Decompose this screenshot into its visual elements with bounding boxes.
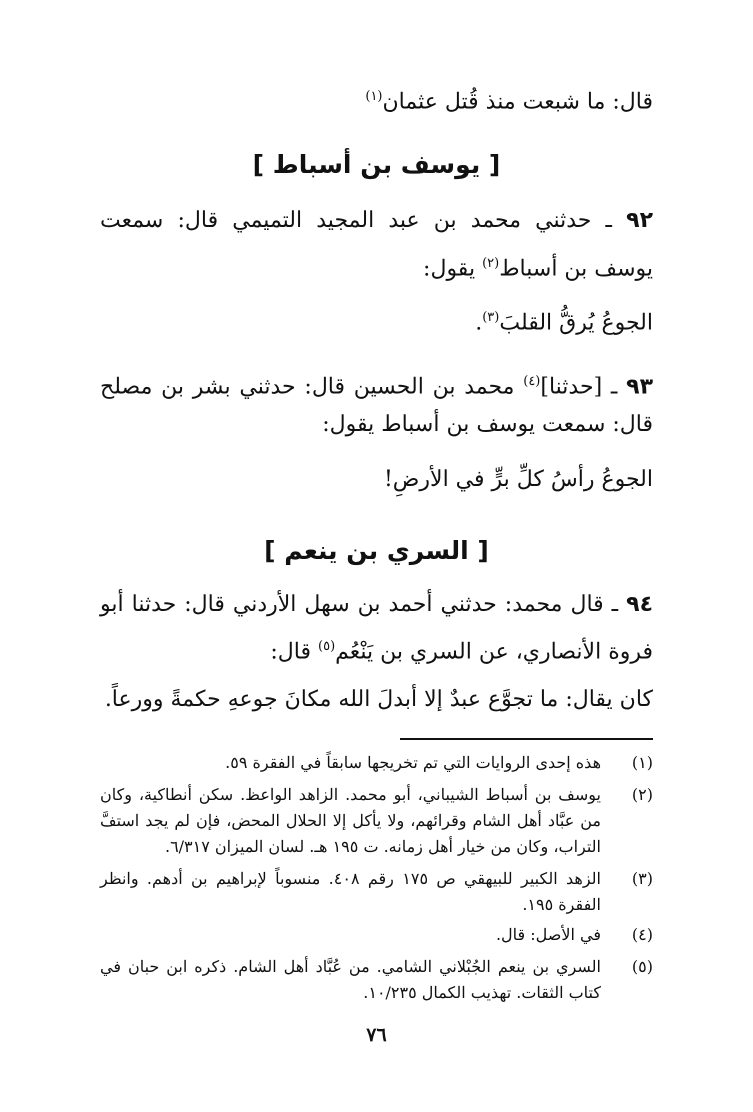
- paragraph-text: ـ قال محمد: حدثني أحمد بن سهل الأردني قال: حدثنا أبو: [100, 592, 619, 617]
- paragraph-text: محمد بن الحسين قال: حدثني بشر بن مصلح: [100, 374, 515, 400]
- quote-punctuation: .: [475, 310, 483, 336]
- paragraph-text: فروة الأنصاري، عن السري بن يَنْعُم: [335, 639, 653, 665]
- quote-93: الجوعُ رأسُ كلِّ برٍّ في الأرضِ!: [383, 467, 653, 492]
- quote-94: كان يقال: ما تجوَّع عبدٌ إلا أبدلَ الله مكانَ جوعهِ حكمةً وورعاً.: [104, 687, 653, 712]
- footnote-line: كتاب الثقات. تهذيب الكمال ١٠/٢٣٥.: [363, 983, 601, 1002]
- footnote-ref: (٣): [482, 310, 500, 325]
- paragraph-text: قال:: [270, 639, 312, 665]
- paragraph-number: ٩٢: [626, 208, 653, 233]
- paragraph-text: يوسف بن أسباط: [499, 256, 653, 282]
- quote-text: الجوعُ يُرقُّ القلبَ: [499, 310, 653, 336]
- footnote: [100, 782, 653, 860]
- footnote: [100, 866, 653, 918]
- footnote-line: الفقرة ١٩٥.: [522, 895, 601, 914]
- intro-line: [100, 82, 653, 117]
- paragraph-text: ـ حدثني محمد بن عبد المجيد التميمي قال: سمعت: [100, 208, 612, 233]
- paragraph-93-line2: قال: سمعت يوسف بن أسباط يقول:: [322, 412, 653, 437]
- paragraph-text: ـ [حدثنا]: [540, 374, 618, 400]
- footnote-mark: (٢): [631, 785, 653, 804]
- paragraph-number: ٩٤: [626, 592, 653, 617]
- paragraph-text: يقول:: [423, 256, 476, 282]
- intro-text: قال: ما شبعت منذ قُتل عثمان: [382, 89, 653, 115]
- paragraph-92-line2: [100, 249, 653, 284]
- footnote-line: يوسف بن أسباط الشيباني، أبو محمد. الزاهد الواعظ. سكن أنطاكية، وكان: [100, 785, 601, 804]
- footnote-ref: (٥): [318, 639, 336, 654]
- footnote: [100, 750, 653, 776]
- footnote-line: في الأصل: قال.: [495, 925, 601, 944]
- quote-92: [100, 303, 653, 338]
- footnote-mark: (٣): [631, 869, 653, 888]
- paragraph-92-line1: [100, 206, 653, 236]
- footnote-ref: (٤): [523, 374, 541, 389]
- section-heading: [ السري بن ينعم ]: [264, 536, 489, 565]
- footnote-line: التراب، وكان من خيار أهل زمانه. ت ١٩٥ هـ. لسان الميزان ٦/٣١٧.: [164, 837, 601, 856]
- footnote-ref: (١): [365, 89, 383, 104]
- footnote-divider: [400, 738, 653, 740]
- footnote-line: من عبَّاد أهل الشام وقرائهم، ولا يأكل إلا الحلال المحض، فإن لم يجد استفَّ: [100, 811, 601, 830]
- footnote-mark: (٤): [631, 925, 653, 944]
- footnote-line: هذه إحدى الروايات التي تم تخريجها سابقاً في الفقرة ٥٩.: [225, 753, 601, 772]
- paragraph-94-line2: [100, 632, 653, 667]
- footnote: [100, 922, 653, 948]
- footnote-mark: (١): [631, 753, 653, 772]
- page-number: ٧٦: [366, 1024, 387, 1046]
- footnote: [100, 954, 653, 1006]
- paragraph-93-line1: [100, 367, 653, 402]
- footnote-line: السري بن ينعم الجُبْلاني الشامي. من عُبَّاد أهل الشام. ذكره ابن حبان في: [100, 957, 601, 976]
- paragraph-94-line1: [100, 590, 653, 620]
- section-heading: [ يوسف بن أسباط ]: [252, 150, 501, 179]
- footnote-line: الزهد الكبير للبيهقي ص ١٧٥ رقم ٤٠٨. منسوباً لإبراهيم بن أدهم. وانظر: [100, 869, 601, 888]
- paragraph-number: ٩٣: [626, 374, 653, 400]
- footnote-ref: (٢): [482, 256, 500, 271]
- footnote-mark: (٥): [631, 957, 653, 976]
